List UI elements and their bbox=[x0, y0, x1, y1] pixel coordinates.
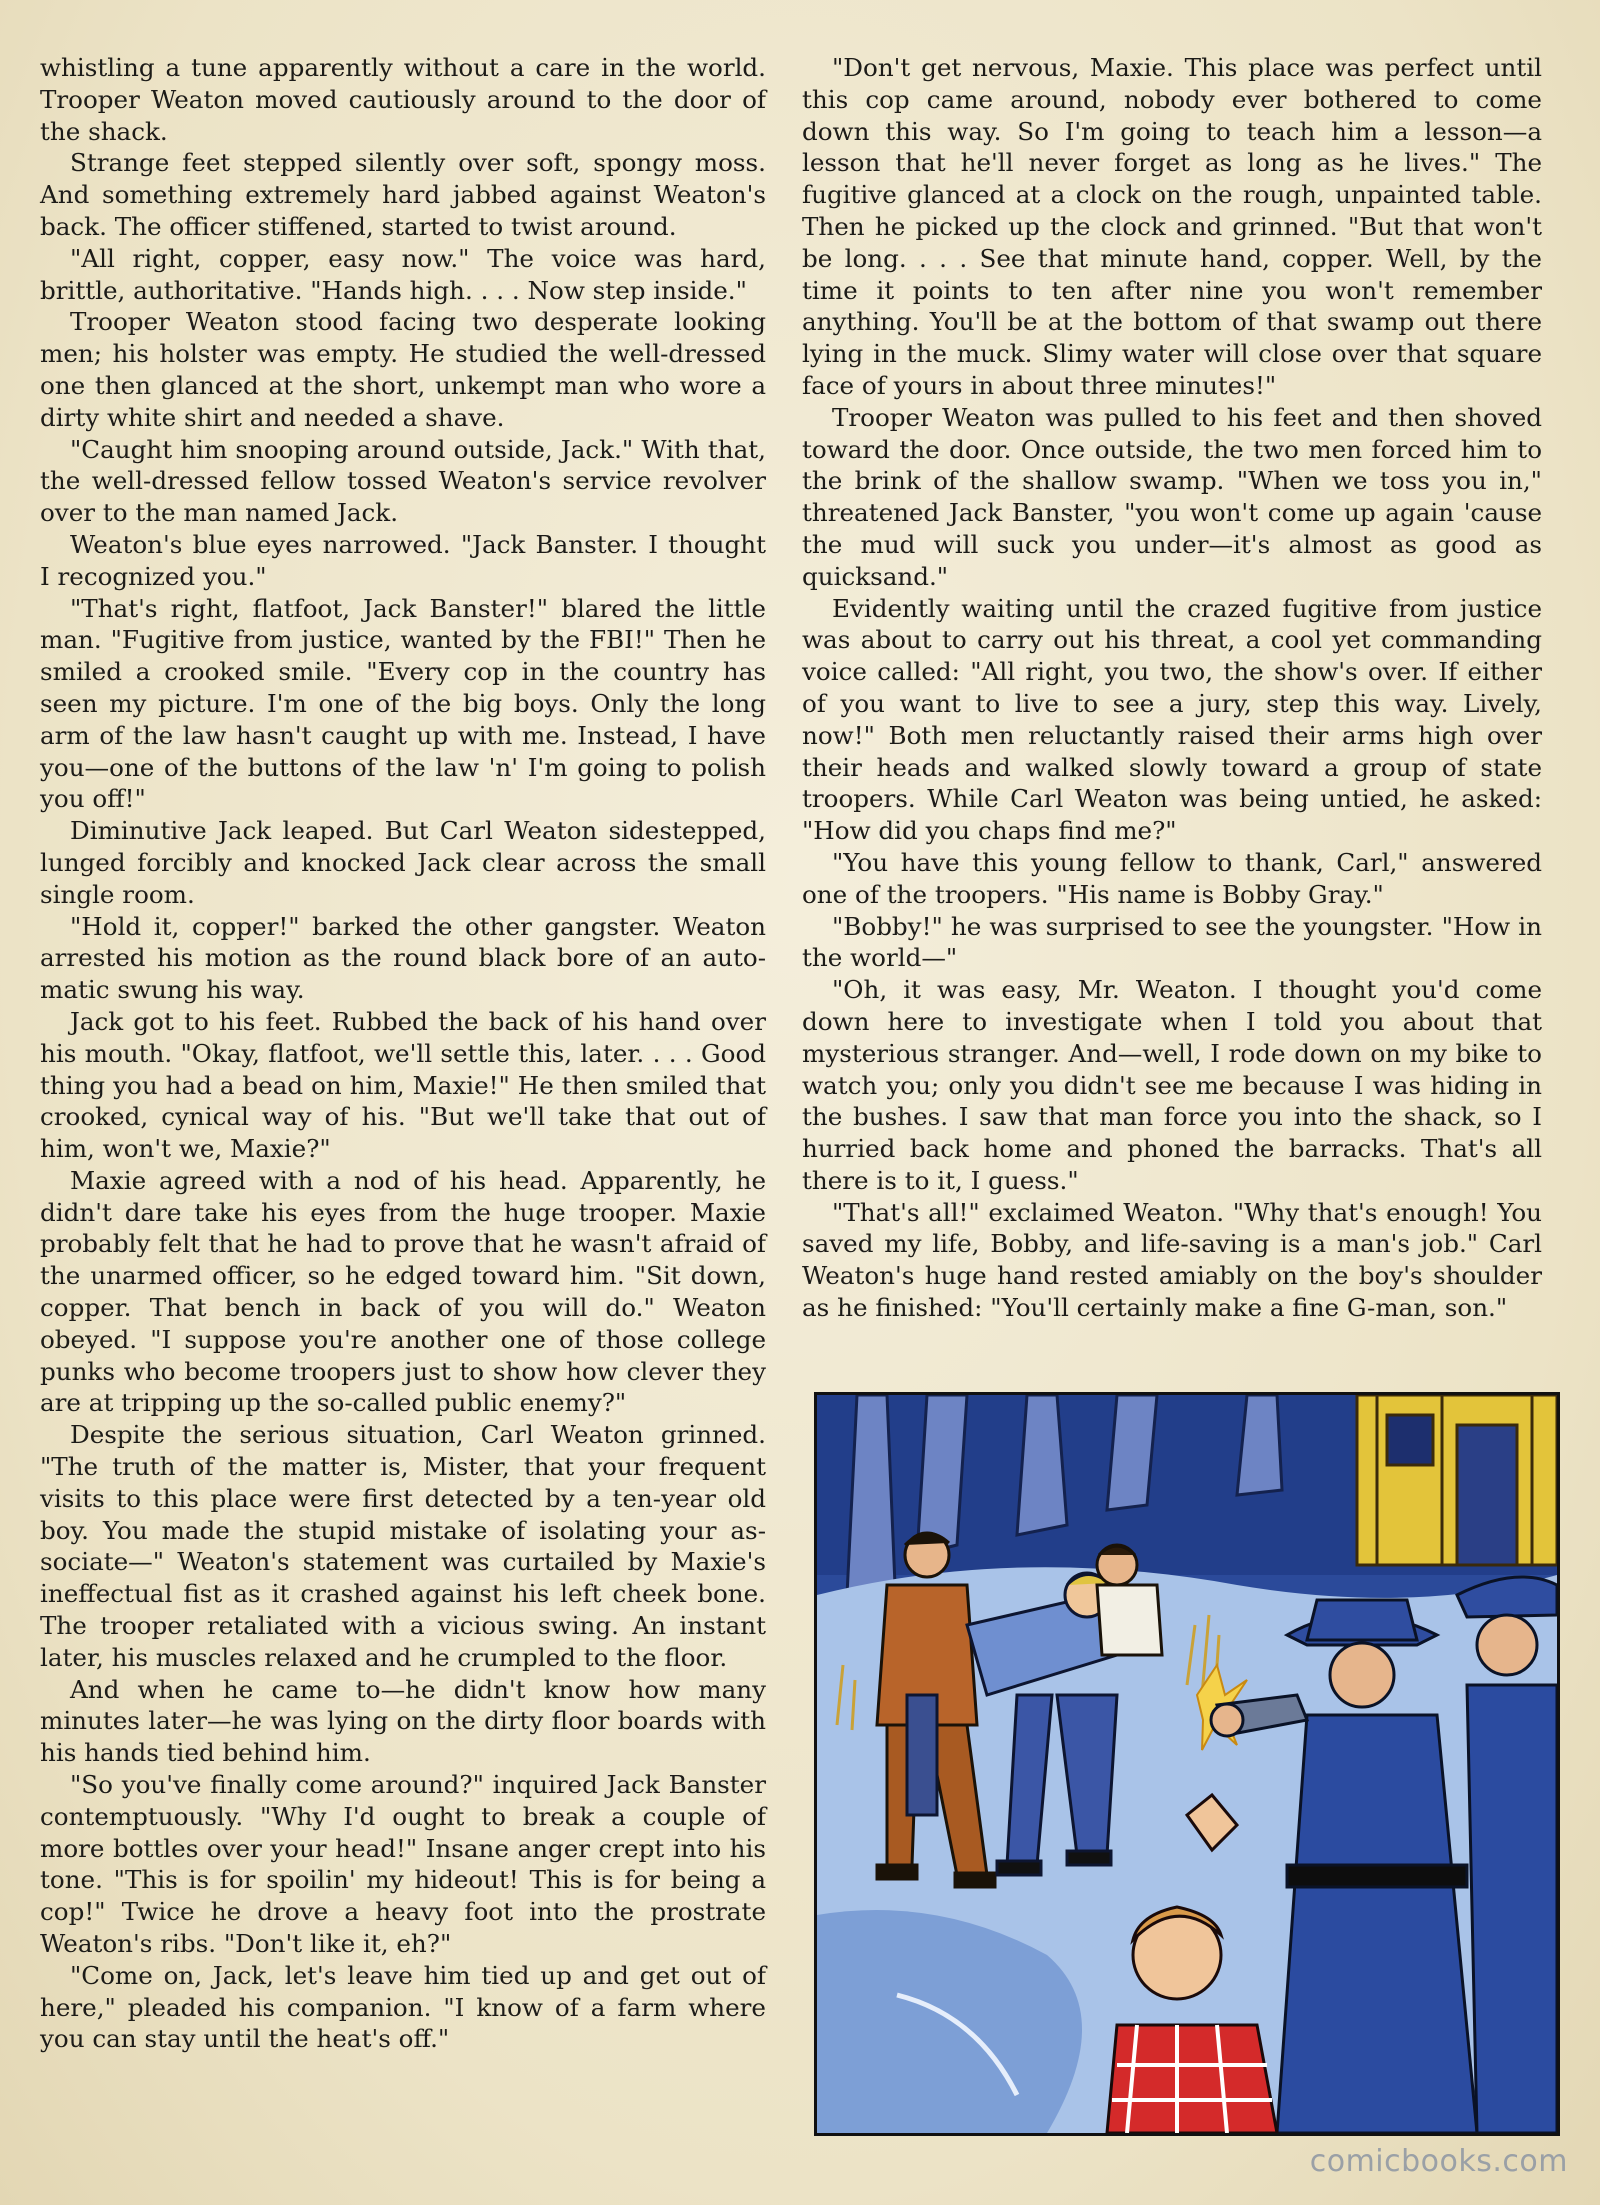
paragraph: Trooper Weaton stood facing two desperate looking men; his holster was empty. He studied the well-dressed one then glanced at the short, unkempt man who wore a dirty white shirt and needed a shave. bbox=[40, 307, 766, 432]
paragraph: "Oh, it was easy, Mr. Weaton. I thought you'd come down here to investigate when I told you about that mysterious stranger. And—well, I rode down on my bike to watch you; only you didn't see me because I was hiding in the bushes. I saw that man force you into the shack, so I hurried back home and phoned the barracks. That's all there is to it, I guess." bbox=[802, 975, 1542, 1195]
paragraph: "All right, copper, easy now." The voice was hard, brittle, authoritative. "Hands high. . . . Now step inside." bbox=[40, 243, 766, 305]
paragraph: "You have this young fellow to thank, Carl," answered one of the troopers. "His name is Bobby Gray." bbox=[802, 847, 1542, 909]
paragraph: "That's all!" exclaimed Weaton. "Why that's enough! You saved my life, Bobby, and life-saving is a man's job." Carl Weaton's huge hand rested amiably on the boy's shoulder as he finished: "You'll certainly make a fine G-man, son." bbox=[802, 1197, 1542, 1323]
paragraph: whistling a tune apparently without a care in the world. Trooper Weaton moved cautiously around to the door of the shack. bbox=[40, 53, 766, 146]
paragraph: And when he came to—he didn't know how many minutes later—he was lying on the dirty floor boards with his hands tied behind him. bbox=[40, 1674, 766, 1768]
illustration-panel bbox=[814, 1392, 1560, 2136]
paragraph: "Caught him snooping around outside, Jack." With that, the well-dressed fellow tossed Weaton's service revolver over to the man named Jack. bbox=[40, 434, 766, 528]
paragraph: Maxie agreed with a nod of his head. Apparently, he didn't dare take his eyes from the huge trooper. Maxie probably felt that he had to prove that he wasn't afraid of the unarmed officer, so he edged toward him. "Sit down, copper. That bench in back of you will do." Weaton obeyed. "I suppose you're another one of those college punks who become troopers just to show how clever they are at tripping up the so-called public enemy?" bbox=[40, 1165, 766, 1418]
paragraph: Strange feet stepped silently over soft, spongy moss. And something extremely hard jabbed against Weaton's back. The officer stiffened, started to twist around. bbox=[40, 148, 766, 241]
story-right-column bbox=[802, 52, 1542, 1324]
paragraph: Evidently waiting until the crazed fugitive from justice was about to carry out his threat, a cool yet commanding voice called: "All right, you two, the show's over. If either of you want to live to see a jury, step this way. Lively, now!" Both men reluctantly raised their arms high over their heads and walked slowly toward a group of state troopers. While Carl Weaton was being untied, he asked: "How did you chaps find me?" bbox=[802, 593, 1542, 846]
story-left-column bbox=[40, 52, 766, 2055]
paragraph: "Don't get nervous, Maxie. This place was perfect until this cop came around, nobody ever bothered to come down this way. So I'm going to teach him a lesson—a lesson that he'll never forget as long as he lives." The fugitive glanced at a clock on the rough, unpainted table. Then he picked up the clock and grinned. "But that won't be long. . . . See that minute hand, copper. Well, by the time it points to ten after nine you won't remember anything. You'll be at the bottom of that swamp out there lying in the muck. Slimy water will close over that square face of yours in about three minutes!" bbox=[802, 53, 1542, 400]
watermark: comicbooks.com bbox=[1309, 2144, 1568, 2179]
paragraph: "So you've finally come around?" inquired Jack Banster contemptuously. "Why I'd ought to break a couple of more bottles over your head!" Insane anger crept into his tone. "This is for spoilin' my hideout! This is for being a cop!" Twice he drove a heavy foot into the prostrate Weaton's ribs. "Don't like it, eh?" bbox=[40, 1770, 766, 1959]
paragraph: Diminutive Jack leaped. But Carl Weaton sidestepped, lunged forcibly and knocked Jack clear across the small single room. bbox=[40, 816, 766, 909]
paragraph: Despite the serious situation, Carl Weaton grinned. "The truth of the matter is, Mister, that your frequent visits to this place were first detected by a ten-year old boy. You made the stupid mistake of isolating your associate—" Weaton's statement was curtailed by Maxie's ineffectual fist as it crashed against his left cheek bone. The trooper retaliated with a vicious swing. An instant later, his muscles relaxed and he crumpled to the floor. bbox=[40, 1420, 766, 1672]
paragraph: "Hold it, copper!" barked the other gangster. Weaton arrested his motion as the round black bore of an automatic swung his way. bbox=[40, 911, 766, 1005]
paragraph: Trooper Weaton was pulled to his feet and then shoved toward the door. Once outside, the two men forced him to the brink of the shallow swamp. "When we toss you in," threatened Jack Banster, "you won't come up again 'cause the mud will suck you under—it's almost as good as quicksand." bbox=[802, 402, 1542, 591]
paragraph: "Bobby!" he was surprised to see the youngster. "How in the world—" bbox=[802, 911, 1542, 973]
paragraph: "Come on, Jack, let's leave him tied up and get out of here," pleaded his companion. "I know of a farm where you can stay until the heat's off." bbox=[40, 1960, 766, 2054]
swamp-arrest-illustration bbox=[817, 1395, 1557, 2133]
paragraph: Weaton's blue eyes narrowed. "Jack Banster. I thought I recognized you." bbox=[40, 529, 766, 591]
paragraph: "That's right, flatfoot, Jack Banster!" blared the little man. "Fugitive from justice, wanted by the FBI!" Then he smiled a crooked smile. "Every cop in the country has seen my picture. I'm one of the big boys. Only the long arm of the law hasn't caught up with me. Instead, I have you—one of the buttons of the law 'n' I'm going to polish you off!" bbox=[40, 593, 766, 814]
paragraph: Jack got to his feet. Rubbed the back of his hand over his mouth. "Okay, flatfoot, we'll settle this, later. . . . Good thing you had a bead on him, Maxie!" He then smiled that crooked, cynical way of his. "But we'll take that out of him, won't we, Maxie?" bbox=[40, 1006, 766, 1164]
